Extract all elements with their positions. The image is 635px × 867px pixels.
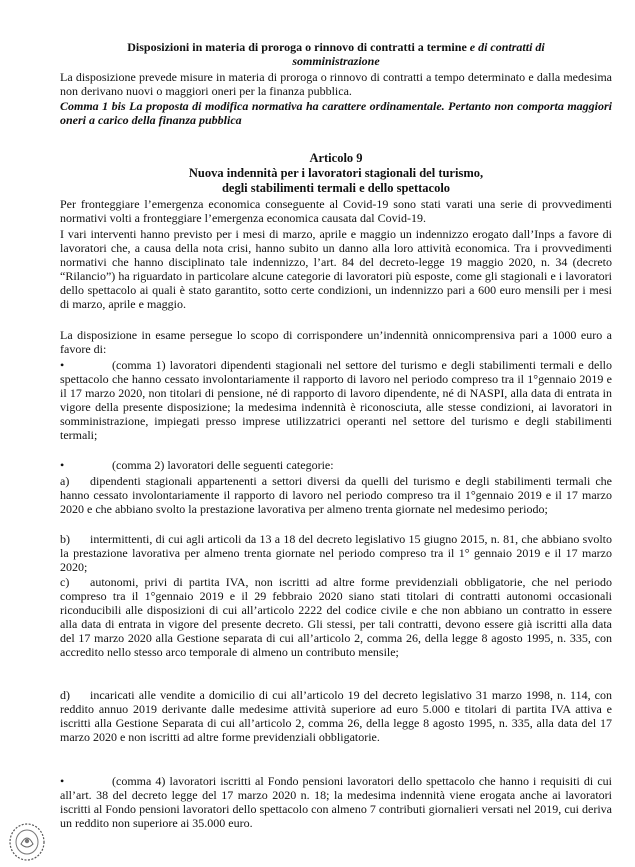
bullet-icon: • [60, 358, 65, 372]
article-number: Articolo 9 [309, 151, 363, 165]
section-heading-italic-2: somministrazione [292, 54, 380, 68]
sub-item-text: dipendenti stagionali appartenenti a settori diversi da quelli del turismo e degli stabilimenti termali che hanno cessato involontariamente il rapporto di lavoro nel periodo compreso tra il 1°gennaio 2019 e il 17 marzo 2020 e che abbiano svolto la prestazione lavorativa per almeno trenta giornate nel medesimo periodo; [60, 474, 612, 516]
sub-item-label: b) [60, 532, 70, 546]
bullet-icon: • [60, 774, 65, 788]
intro-paragraph: La disposizione prevede misure in materia di proroga o rinnovo di contratti a tempo determinato e dalla medesima non derivano nuovi o maggiori oneri per la finanza pubblica. [60, 70, 612, 98]
bullet-item-comma-4 [60, 774, 612, 830]
comma-1bis-note: Comma 1 bis La proposta di modifica normativa ha carattere ordinamentale. Pertanto non comporta maggiori oneri a carico della finanza pubblica [60, 99, 612, 127]
bullet-text: (comma 4) lavoratori iscritti al Fondo pensioni lavoratori dello spettacolo che hanno i requisiti di cui all’art. 38 del decreto legge del 17 marzo 2020 n. 18; la medesima indennità viene erogata anche ai lavoratori iscritti al Fondo pensioni lavoratori dello spettacolo con almeno 7 contributi giornalieri versati nel 2019, cui deriva un reddito non superiore ai 35.000 euro. [60, 774, 612, 830]
paragraph-3: La disposizione in esame persegue lo scopo di corrispondere un’indennità onnicomprensiva pari a 1000 euro a favore di: [60, 328, 612, 356]
bullet-text: (comma 1) lavoratori dipendenti stagionali nel settore del turismo e degli stabilimenti termali e dello spettacolo che hanno cessato involontariamente il rapporto di lavoro nel periodo compreso tra il 1°gennaio 2019 e il 17 marzo 2020, non titolari di pensione, né di rapporto di lavoro dipendente, né di NASPI, alla data di entrata in vigore della presente disposizione; la medesima indennità è riconosciuta, alle stesse condizioni, ai lavoratori in somministrazione, impiegati presso imprese utilizzatrici operanti nel settore del turismo e degli stabilimenti termali; [60, 358, 612, 442]
section-heading [60, 40, 612, 68]
article-title-line-1: Nuova indennità per i lavoratori stagionali del turismo, [188, 166, 484, 180]
sub-item-a [60, 474, 612, 516]
bullet-text: (comma 2) lavoratori delle seguenti categorie: [112, 458, 334, 472]
official-seal-stamp [8, 822, 46, 862]
sub-item-b [60, 532, 612, 574]
sub-item-text: intermittenti, di cui agli articoli da 13 a 18 del decreto legislativo 15 giugno 2015, n. 81, che abbiano svolto la prestazione lavorativa per almeno trenta giornate nel periodo compreso tra il 1° gennaio 2019 e il 17 marzo 2020; [60, 532, 612, 574]
bullet-item-comma-1 [60, 358, 612, 442]
paragraph-1: Per fronteggiare l’emergenza economica conseguente al Covid-19 sono stati varati una serie di provvedimenti normativi volti a fronteggiare l’emergenza economica causata dal Covid-19. [60, 197, 612, 225]
sub-item-d [60, 688, 612, 744]
bullet-item-comma-2 [60, 458, 612, 472]
sub-item-label: c) [60, 575, 70, 589]
bullet-icon: • [60, 458, 65, 472]
sub-item-text: incaricati alle vendite a domicilio di cui all’articolo 19 del decreto legislativo 31 marzo 1998, n. 114, con reddito annuo 2019 derivante dalle medesime attività superiore ad euro 5.000 e titolari di partita IVA attiva e iscritti alla Gestione Separata di cui all’articolo 2, comma 26, della legge 8 agosto 1995, n. 335, alla data del 17 marzo 2020 e non iscritti ad altre forme previdenziali obbligatorie. [60, 688, 612, 744]
sub-item-c [60, 575, 612, 659]
sub-item-label: a) [60, 474, 70, 488]
article-title-line-2: degli stabilimenti termali e dello spettacolo [221, 181, 451, 195]
paragraph-2: I vari interventi hanno previsto per i mesi di marzo, aprile e maggio un indennizzo erogato dall’Inps a favore di lavoratori che, a causa della nota crisi, hanno subito un danno alla loro attività economica. Tra i provvedimenti normativi che hanno disciplinato tale indennizzo, l’art. 84 del decreto-legge 19 maggio 2020, n. 34 (decreto “Rilancio”) ha riguardato in particolare alcune categorie di lavoratori più esposte, come gli stagionali e i lavoratori dello spettacolo ai quali è stato garantito, sotto certe condizioni, un indennizzo pari a 600 euro mensili per i mesi di marzo, aprile e maggio. [60, 227, 612, 311]
section-heading-bold: Disposizioni in materia di proroga o rinnovo di contratti a termine [127, 40, 467, 54]
section-heading-italic: e di contratti di [469, 40, 545, 54]
sub-item-label: d) [60, 688, 70, 702]
sub-item-text: autonomi, privi di partita IVA, non iscritti ad altre forme previdenziali obbligatorie, che nel periodo compreso tra il 1°gennaio 2019 e il 29 febbraio 2020 siano stati titolari di contratti autonomi occasionali riconducibili alle disposizioni di cui all’articolo 2222 del codice civile e che non abbiano un contratto in essere alla data di entrata in vigore del presente decreto. Gli stessi, per tali contratti, devono essere già iscritti alla data del 17 marzo 2020 alla Gestione separata di cui all’articolo 2, comma 26, della legge 8 agosto 1995, n. 335, con accredito nello stesso arco temporale di almeno un contributo mensile; [60, 575, 612, 659]
